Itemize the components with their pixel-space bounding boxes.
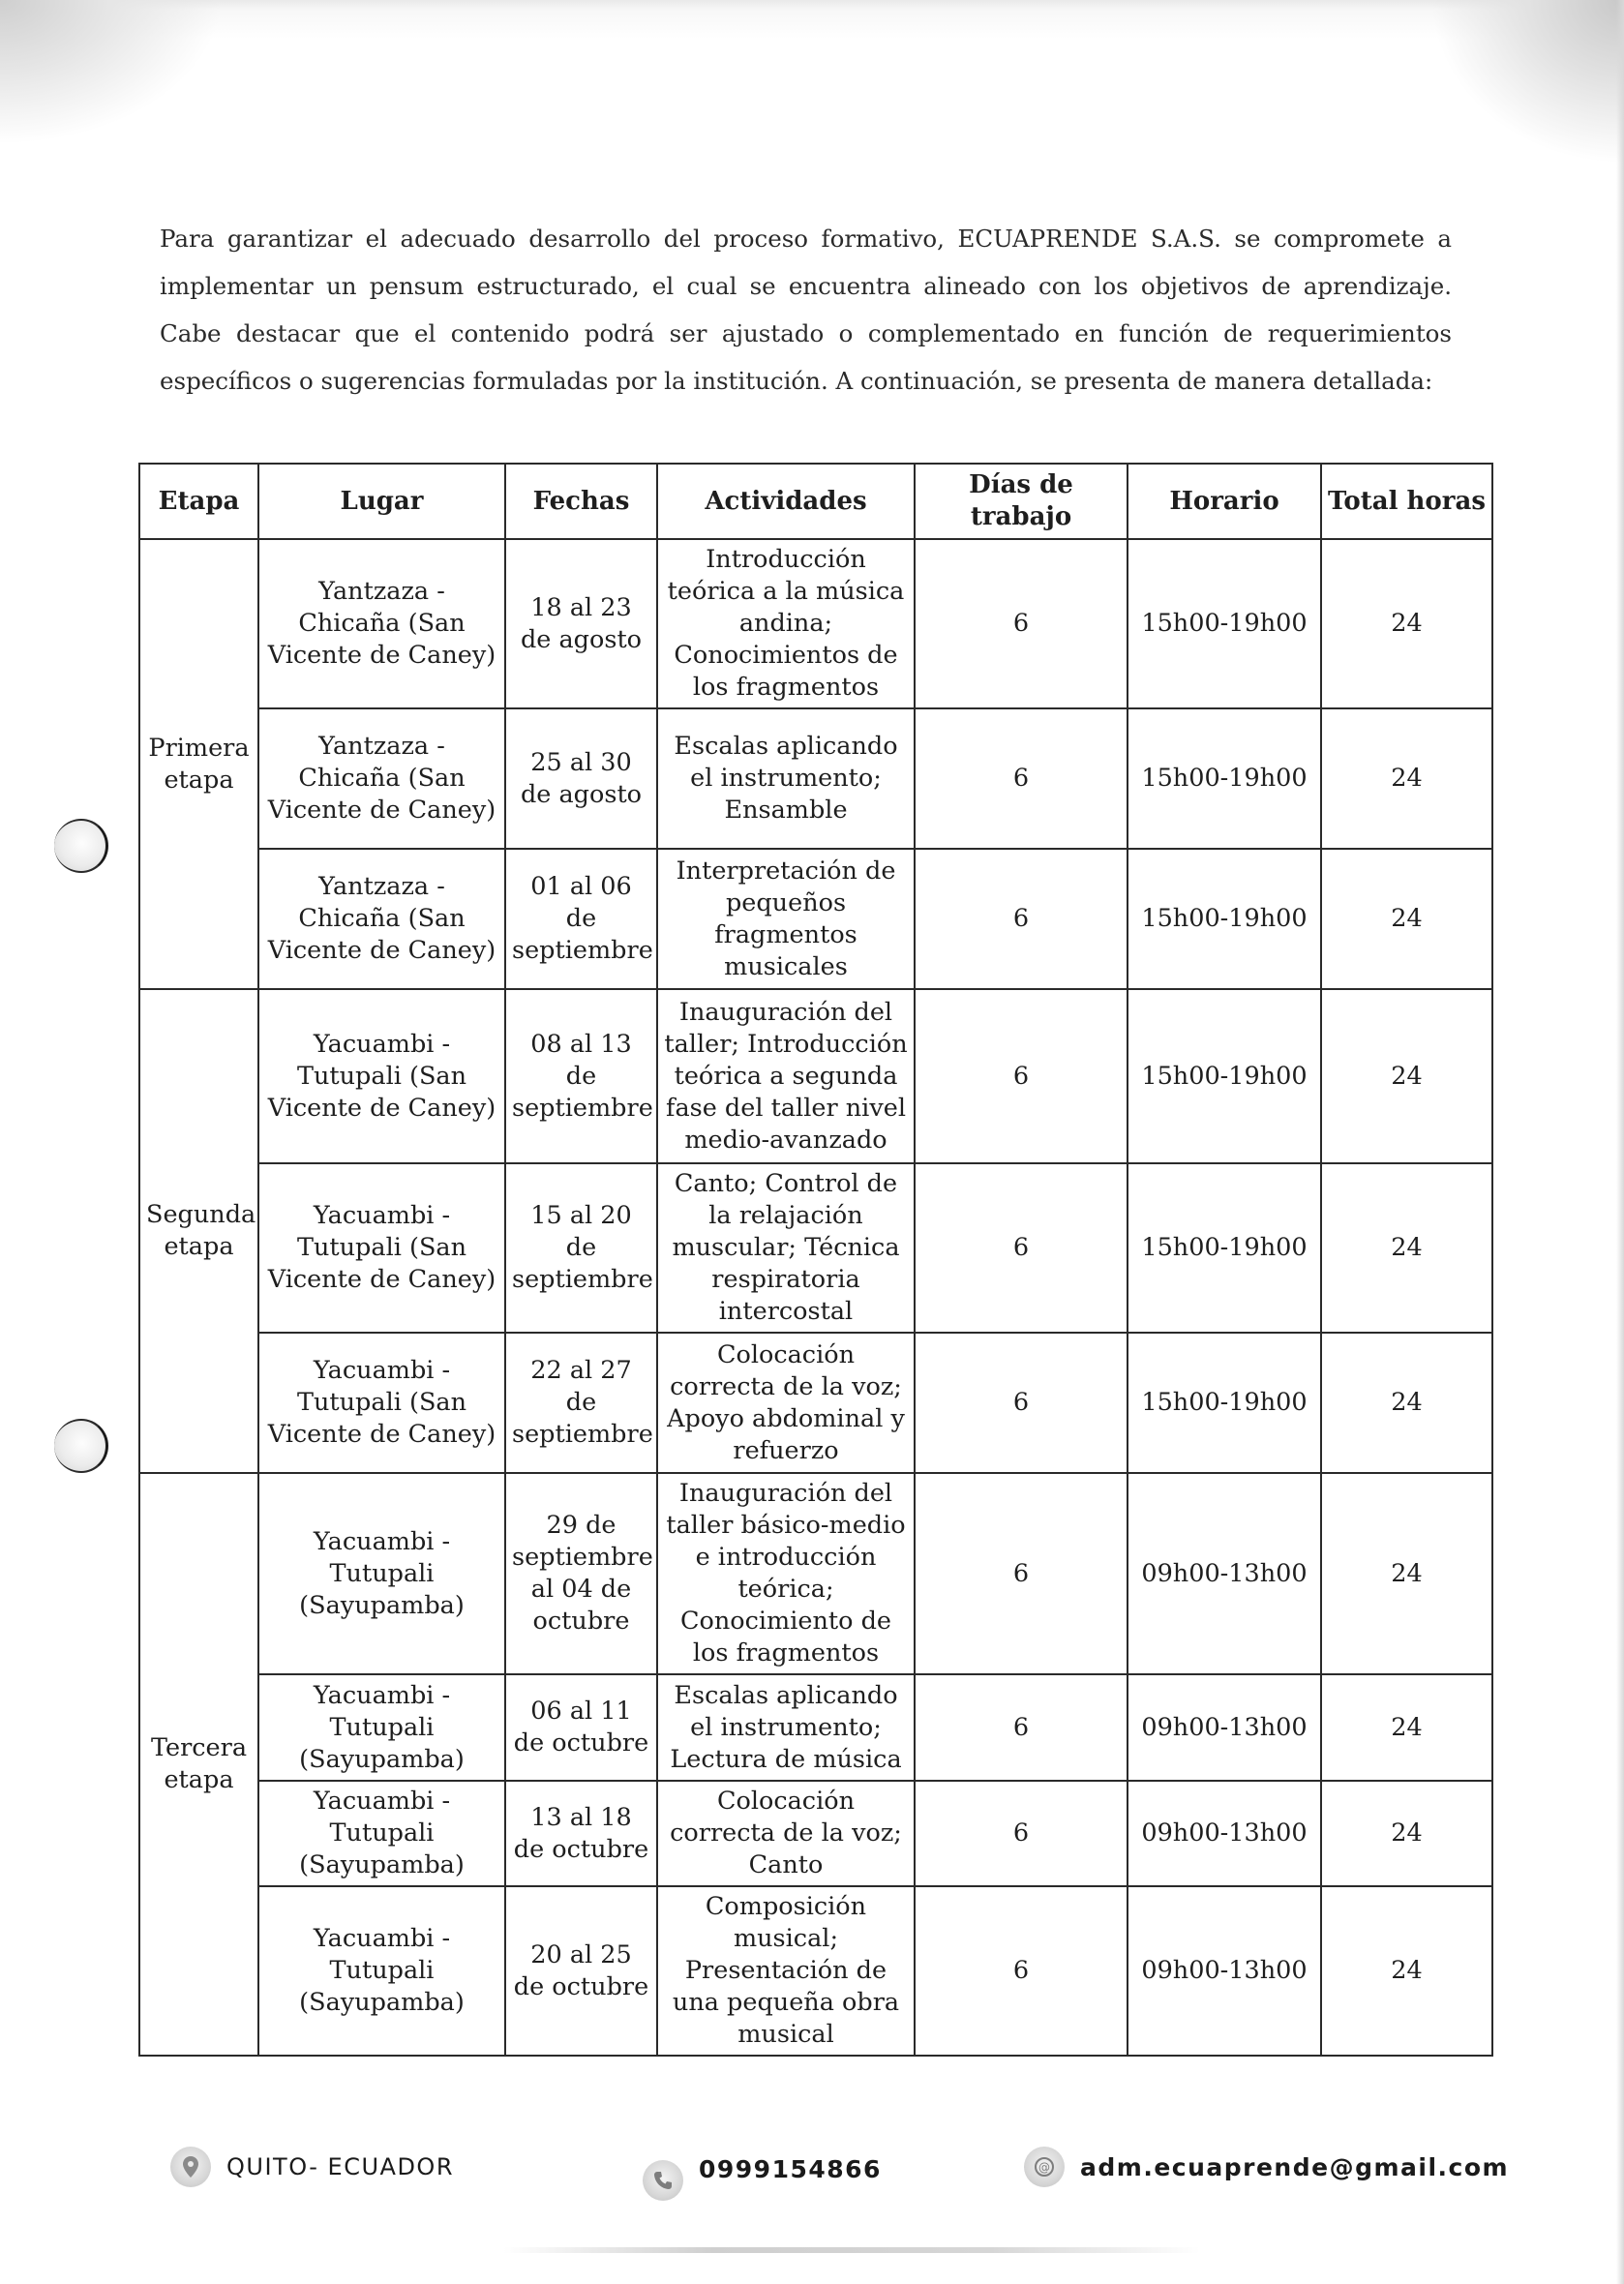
horario-cell: 09h00-13h00	[1128, 1886, 1321, 2056]
dias-cell: 6	[915, 1163, 1128, 1333]
header-actividades: Actividades	[657, 464, 915, 539]
fechas-cell: 22 al 27 de septiembre	[505, 1333, 657, 1473]
table-row	[139, 1333, 1492, 1473]
horario-cell: 09h00-13h00	[1128, 1473, 1321, 1674]
lugar-cell: Yantzaza - Chicaña (San Vicente de Caney)	[258, 849, 505, 989]
actividades-cell: Colocación correcta de la voz; Apoyo abdominal y refuerzo	[657, 1333, 915, 1473]
dias-cell: 6	[915, 1781, 1128, 1886]
scan-streak-bottom	[503, 2247, 1200, 2253]
actividades-cell: Escalas aplicando el instrumento; Lectura de música	[657, 1674, 915, 1781]
table-header-row	[139, 464, 1492, 539]
footer-location-text: QUITO- ECUADOR	[226, 2153, 454, 2180]
total-cell: 24	[1321, 1163, 1492, 1333]
phone-icon	[643, 2160, 683, 2201]
total-cell: 24	[1321, 849, 1492, 989]
location-pin-icon	[170, 2147, 211, 2187]
table-row	[139, 1473, 1492, 1674]
etapa-cell: Tercera etapa	[139, 1473, 258, 2056]
actividades-cell: Composición musical; Presentación de una pequeña obra musical	[657, 1886, 915, 2056]
lugar-cell: Yantzaza - Chicaña (San Vicente de Caney)	[258, 539, 505, 708]
dias-cell: 6	[915, 1886, 1128, 2056]
header-total-horas: Total horas	[1321, 464, 1492, 539]
actividades-cell: Inauguración del taller; Introducción teórica a segunda fase del taller nivel medio-avanzado	[657, 989, 915, 1163]
lugar-cell: Yacuambi - Tutupali (Sayupamba)	[258, 1473, 505, 1674]
header-etapa: Etapa	[139, 464, 258, 539]
header-lugar: Lugar	[258, 464, 505, 539]
punch-hole-lower	[54, 1419, 108, 1473]
table-row	[139, 1163, 1492, 1333]
actividades-cell: Inauguración del taller básico-medio e introducción teórica; Conocimiento de los fragmentos	[657, 1473, 915, 1674]
dias-cell: 6	[915, 1473, 1128, 1674]
dias-cell: 6	[915, 849, 1128, 989]
footer-location	[170, 2147, 454, 2187]
fechas-cell: 13 al 18 de octubre	[505, 1781, 657, 1886]
footer-email	[1024, 2147, 1509, 2187]
horario-cell: 15h00-19h00	[1128, 1333, 1321, 1473]
fechas-cell: 06 al 11 de octubre	[505, 1674, 657, 1781]
fechas-cell: 08 al 13 de septiembre	[505, 989, 657, 1163]
dias-cell: 6	[915, 708, 1128, 849]
actividades-cell: Canto; Control de la relajación muscular; Técnica respiratoria intercostal	[657, 1163, 915, 1333]
pensum-table	[138, 463, 1493, 2057]
fechas-cell: 15 al 20 de septiembre	[505, 1163, 657, 1333]
horario-cell: 15h00-19h00	[1128, 989, 1321, 1163]
dias-cell: 6	[915, 989, 1128, 1163]
footer-email-text: adm.ecuaprende@gmail.com	[1080, 2152, 1510, 2181]
scan-edge-right	[1616, 0, 1624, 2284]
actividades-cell: Escalas aplicando el instrumento; Ensamble	[657, 708, 915, 849]
total-cell: 24	[1321, 1473, 1492, 1674]
actividades-cell: Interpretación de pequeños fragmentos musicales	[657, 849, 915, 989]
actividades-cell: Introducción teórica a la música andina; Conocimientos de los fragmentos	[657, 539, 915, 708]
fechas-cell: 01 al 06 de septiembre	[505, 849, 657, 989]
scan-shadow-top	[0, 0, 1624, 145]
table-row	[139, 539, 1492, 708]
header-horario: Horario	[1128, 464, 1321, 539]
etapa-cell: Segunda etapa	[139, 989, 258, 1473]
dias-cell: 6	[915, 1674, 1128, 1781]
total-cell: 24	[1321, 708, 1492, 849]
horario-cell: 15h00-19h00	[1128, 708, 1321, 849]
horario-cell: 09h00-13h00	[1128, 1674, 1321, 1781]
lugar-cell: Yacuambi - Tutupali (Sayupamba)	[258, 1781, 505, 1886]
etapa-cell: Primera etapa	[139, 539, 258, 989]
total-cell: 24	[1321, 989, 1492, 1163]
scan-corner-top-right	[1430, 0, 1624, 165]
intro-paragraph: Para garantizar el adecuado desarrollo del proceso formativo, ECUAPRENDE S.A.S. se compromete a implementar un pensum estructurado, el cual se encuentra alineado con los objetivos de aprendizaje. Cabe destacar que el contenido podrá ser ajustado o complementado en función de requerimientos específicos o sugerencias formuladas por la institución. A continuación, se presenta de manera detallada:	[160, 225, 1452, 395]
table-row	[139, 1781, 1492, 1886]
email-icon	[1024, 2147, 1065, 2187]
horario-cell: 15h00-19h00	[1128, 1163, 1321, 1333]
table-row	[139, 989, 1492, 1163]
table-row	[139, 849, 1492, 989]
table-row	[139, 1674, 1492, 1781]
fechas-cell: 18 al 23 de agosto	[505, 539, 657, 708]
footer-phone	[643, 2137, 882, 2201]
lugar-cell: Yacuambi - Tutupali (Sayupamba)	[258, 1674, 505, 1781]
total-cell: 24	[1321, 1674, 1492, 1781]
svg-text:@: @	[1038, 2160, 1050, 2175]
total-cell: 24	[1321, 1333, 1492, 1473]
lugar-cell: Yacuambi - Tutupali (Sayupamba)	[258, 1886, 505, 2056]
fechas-cell: 20 al 25 de octubre	[505, 1886, 657, 2056]
horario-cell: 09h00-13h00	[1128, 1781, 1321, 1886]
table-row	[139, 708, 1492, 849]
lugar-cell: Yacuambi - Tutupali (San Vicente de Caney)	[258, 989, 505, 1163]
scan-corner-top-left	[0, 0, 223, 145]
table-row	[139, 1886, 1492, 2056]
header-fechas: Fechas	[505, 464, 657, 539]
dias-cell: 6	[915, 1333, 1128, 1473]
punch-hole-upper	[54, 819, 108, 873]
total-cell: 24	[1321, 1781, 1492, 1886]
fechas-cell: 29 de septiembre al 04 de octubre	[505, 1473, 657, 1674]
fechas-cell: 25 al 30 de agosto	[505, 708, 657, 849]
lugar-cell: Yacuambi - Tutupali (San Vicente de Caney)	[258, 1333, 505, 1473]
horario-cell: 15h00-19h00	[1128, 849, 1321, 989]
total-cell: 24	[1321, 1886, 1492, 2056]
actividades-cell: Colocación correcta de la voz; Canto	[657, 1781, 915, 1886]
horario-cell: 15h00-19h00	[1128, 539, 1321, 708]
header-dias-trabajo: Días de trabajo	[915, 464, 1128, 539]
footer-phone-text: 0999154866	[699, 2154, 882, 2183]
total-cell: 24	[1321, 539, 1492, 708]
dias-cell: 6	[915, 539, 1128, 708]
lugar-cell: Yantzaza - Chicaña (San Vicente de Caney)	[258, 708, 505, 849]
lugar-cell: Yacuambi - Tutupali (San Vicente de Caney)	[258, 1163, 505, 1333]
